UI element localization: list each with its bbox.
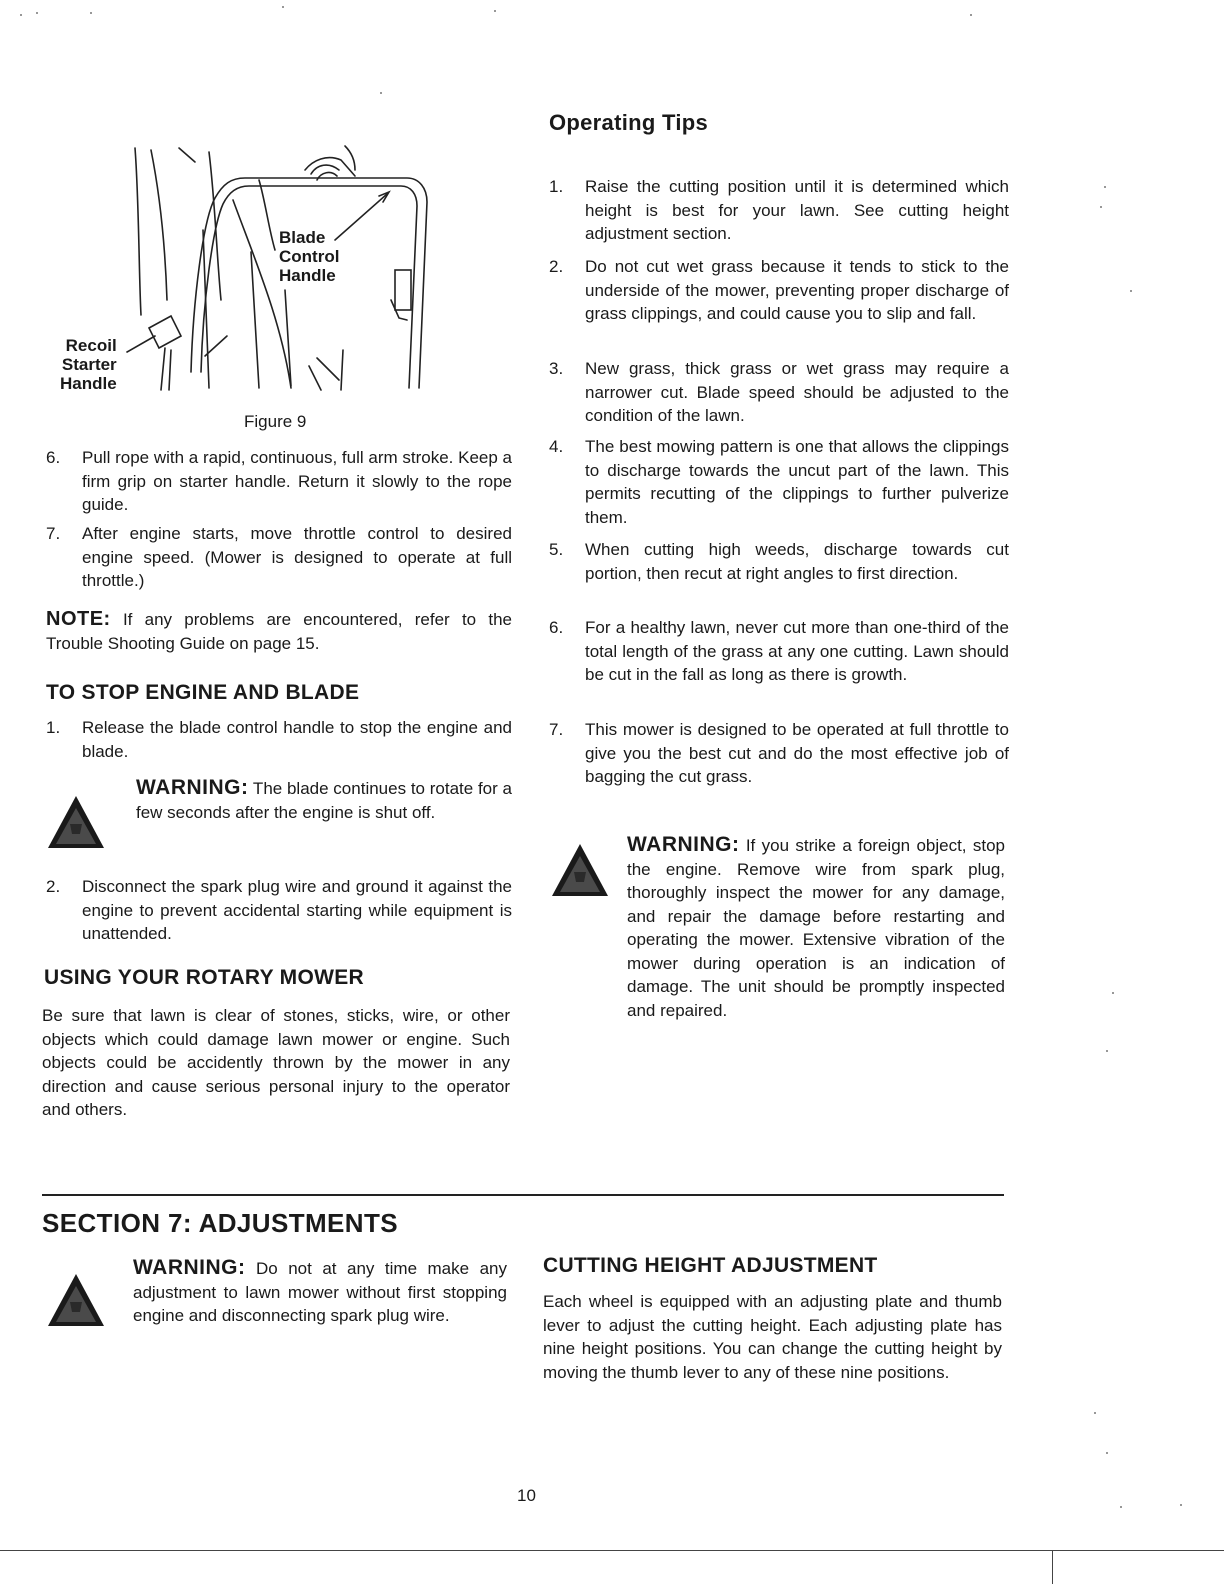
blade-control-handle-label — [279, 228, 339, 285]
rotary-mower-heading: USING YOUR ROTARY MOWER — [44, 966, 364, 989]
scan-speck — [36, 12, 38, 14]
tip-text: When cutting high weeds, discharge towards cut portion, then recut at right angles to first direction. — [585, 540, 1009, 583]
step-6 — [46, 446, 512, 516]
step-7 — [46, 522, 512, 592]
stop-step-2 — [46, 875, 512, 947]
step-number: 2. — [46, 877, 61, 896]
section-7-warning — [133, 1256, 507, 1328]
step-text: Pull rope with a rapid, continuous, full arm stroke. Keep a firm grip on starter handle. Return it slowly to the rope guide. — [82, 448, 512, 514]
warning-text: Do not at any time make any adjustment to lawn mower without first stopping engine and disconnecting spark plug wire. — [133, 1259, 507, 1325]
warning-icon — [46, 1272, 106, 1328]
footer-rule — [0, 1550, 1224, 1551]
warning-icon — [46, 794, 106, 850]
cutting-height-heading: CUTTING HEIGHT ADJUSTMENT — [543, 1254, 878, 1277]
tip-text: This mower is designed to be operated at full throttle to give you the best cut and do the most effective job of bagging the cut grass. — [585, 720, 1009, 786]
tip-number: 5. — [549, 540, 564, 559]
warning-text: If you strike a foreign object, stop the engine. Remove wire from spark plug, thoroughly inspect the mower for any damage, and repair the damage before restarting and operating the mower. Extensive vibration of the mower during operation is an indication of damage. The unit should be promptly inspected and repaired. — [627, 836, 1005, 1020]
tip-number: 6. — [549, 618, 564, 637]
cutting-height-text: Each wheel is equipped with an adjusting plate and thumb lever to adjust the cutting height. Each adjusting plate has nine height positions. You can change the cutting height by moving the thumb lever to any of these nine positions. — [543, 1292, 1002, 1382]
operating-tips-warning — [627, 833, 1005, 1022]
tip-number: 1. — [549, 177, 564, 196]
scan-speck — [90, 12, 92, 14]
rotary-mower-text: Be sure that lawn is clear of stones, sticks, wire, or other objects which could damage lawn mower or engine. Such objects could be accidently thrown by the mower in any direction and cause serious personal injury to the operator and others. — [42, 1006, 510, 1119]
page-number: 10 — [517, 1486, 536, 1505]
footer-tick — [1052, 1550, 1053, 1584]
scan-speck — [970, 14, 972, 16]
scan-speck — [1106, 1050, 1108, 1052]
tip-2 — [549, 255, 1009, 351]
label-line: Handle — [279, 266, 336, 285]
figure-9 — [55, 140, 435, 400]
scan-speck — [1120, 1506, 1122, 1508]
step-number: 7. — [46, 524, 61, 543]
scan-speck — [1112, 992, 1114, 994]
scan-speck — [494, 10, 496, 12]
scan-speck — [282, 6, 284, 8]
scan-speck — [1106, 1452, 1108, 1454]
tip-number: 2. — [549, 257, 564, 276]
stop-engine-warning — [136, 776, 512, 824]
label-line: Blade — [279, 228, 326, 247]
section-7-heading: SECTION 7: ADJUSTMENTS — [42, 1208, 398, 1238]
warning-label: WARNING: — [136, 776, 249, 799]
tip-1 — [549, 175, 1009, 247]
scan-speck — [1130, 290, 1132, 292]
warning-text: The blade continues to rotate for a few seconds after the engine is shut off. — [136, 779, 512, 822]
tip-4 — [549, 435, 1009, 531]
note-text: If any problems are encountered, refer to the Trouble Shooting Guide on page 15. — [46, 610, 512, 653]
tip-number: 4. — [549, 437, 564, 456]
label-line: Starter — [61, 355, 117, 374]
scan-speck — [20, 14, 22, 16]
recoil-starter-handle-label — [60, 336, 117, 393]
tip-number: 3. — [549, 359, 564, 378]
figure-caption: Figure 9 — [244, 412, 307, 431]
step-text: Disconnect the spark plug wire and ground it against the engine to prevent accidental starting while equipment is unattended. — [82, 877, 512, 943]
warning-icon — [550, 842, 610, 898]
operating-tips-heading: Operating Tips — [549, 110, 709, 135]
tip-5 — [549, 538, 1009, 610]
step-number: 6. — [46, 448, 61, 467]
tip-7 — [549, 718, 1009, 790]
stop-engine-heading: TO STOP ENGINE AND BLADE — [46, 681, 360, 704]
tip-text: Do not cut wet grass because it tends to stick to the underside of the mower, preventing proper discharge of grass clippings, and could cause you to slip and fall. — [585, 257, 1009, 323]
note-label: NOTE: — [46, 608, 111, 630]
tip-3 — [549, 357, 1009, 429]
tip-text: Raise the cutting position until it is determined which height is best for your lawn. See cutting height adjustment section. — [585, 177, 1009, 243]
note — [46, 608, 512, 655]
tip-text: New grass, thick grass or wet grass may require a narrower cut. Blade speed should be adjusted to the condition of the lawn. — [585, 359, 1009, 425]
scan-speck — [380, 92, 382, 94]
warning-label: WARNING: — [627, 833, 740, 856]
tip-text: For a healthy lawn, never cut more than one-third of the total length of the grass at any one cutting. Lawn should be cut in the fall as long as there is growth. — [585, 618, 1009, 684]
tip-6 — [549, 616, 1009, 712]
label-line: Control — [279, 247, 340, 266]
label-line: Recoil — [65, 336, 117, 355]
section-divider — [42, 1194, 1004, 1196]
tip-text: The best mowing pattern is one that allows the clippings to discharge towards the uncut part of the lawn. This permits recutting of the clippings to further pulverize them. — [585, 437, 1009, 527]
warning-label: WARNING: — [133, 1256, 246, 1279]
scan-speck — [1104, 186, 1106, 188]
step-text: After engine starts, move throttle control to desired engine speed. (Mower is designed to operate at full throttle.) — [82, 524, 512, 590]
step-text: Release the blade control handle to stop the engine and blade. — [82, 718, 512, 761]
scan-speck — [1094, 1412, 1096, 1414]
tip-number: 7. — [549, 720, 564, 739]
step-number: 1. — [46, 718, 61, 737]
stop-step-1 — [46, 716, 512, 764]
label-line: Handle — [60, 374, 117, 393]
scan-speck — [1180, 1504, 1182, 1506]
scan-speck — [1100, 206, 1102, 208]
